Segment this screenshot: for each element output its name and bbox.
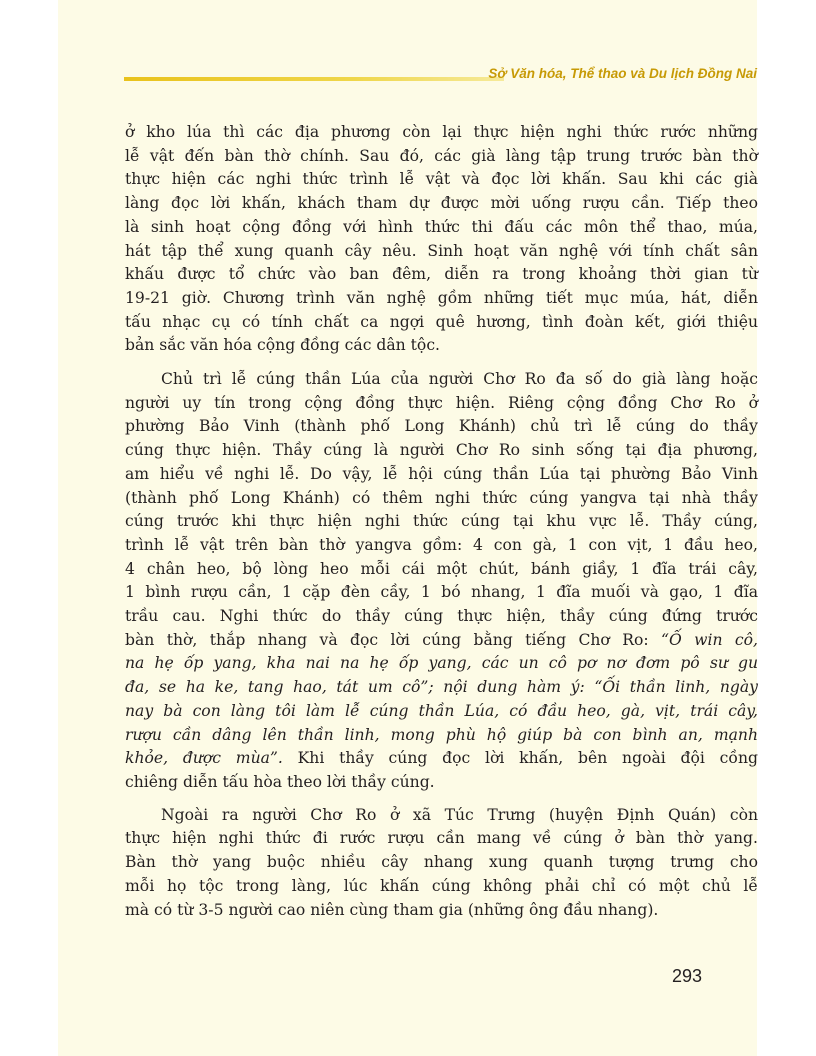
header-title: Sở Văn hóa, Thể thao và Du lịch Đồng Nai [488, 66, 757, 81]
text-line: người uy tín trong cộng đồng thực hiện. Riêng cộng đồng Chơ Ro ở [125, 393, 758, 412]
italic-quote: rượu cần dâng lên thần linh, mong phù hộ giúp bà con bình an, mạnh [125, 725, 758, 744]
text-line: hát tập thể xung quanh cây nêu. Sinh hoạt văn nghệ với tính chất sân [125, 241, 758, 260]
plain-text: bàn thờ, thắp nhang và đọc lời cúng bằng tiếng Chơ Ro: [125, 630, 661, 649]
italic-line [125, 652, 758, 676]
text-line: làng đọc lời khấn, khách tham dự được mời uống rượu cần. Tiếp theo [125, 194, 758, 213]
text-line: thực hiện các nghi thức trình lễ vật và đọc lời khấn. Sau khi các già [125, 170, 758, 189]
text-line: trình lễ vật trên bàn thờ yangva gồm: 4 con gà, 1 con vịt, 1 đầu heo, [125, 535, 758, 554]
text-line: chiêng diễn tấu hòa theo lời thầy cúng. [125, 772, 435, 791]
italic-line [125, 700, 758, 724]
text-line: mỗi họ tộc trong làng, lúc khấn cúng không phải chỉ có một chủ lễ [125, 876, 758, 895]
text-line: trầu cau. Nghi thức do thầy cúng thực hiện, thầy cúng đứng trước [125, 607, 758, 626]
text-line: bản sắc văn hóa cộng đồng các dân tộc. [125, 336, 441, 355]
italic-quote: na hẹ ốp yang, kha nai na hẹ ốp yang, các un cô pơ nơ đơm pô sư gu [125, 654, 758, 673]
italic-line [125, 724, 758, 748]
text-line: Chủ trì lễ cúng thần Lúa của người Chơ Ro đa số do già làng hoặc [161, 370, 758, 389]
paragraph-2 [125, 368, 758, 795]
text-line: Bàn thờ yang buộc nhiều cây nhang xung quanh tượng trưng cho [125, 853, 758, 872]
text-line: lễ vật đến bàn thờ chính. Sau đó, các già làng tập trung trước bàn thờ [125, 146, 758, 165]
text-line: là sinh hoạt cộng đồng với hình thức thi đấu các môn thể thao, múa, [125, 217, 758, 236]
header-rule [124, 77, 504, 81]
italic-line [125, 676, 758, 700]
body-text [125, 121, 758, 922]
text-line: khấu được tổ chức vào ban đêm, diễn ra trong khoảng thời gian từ [125, 265, 758, 284]
page-number: 293 [672, 966, 703, 986]
text-line: cúng trước khi thực hiện nghi thức cúng tại khu vực lễ. Thầy cúng, [125, 512, 758, 531]
text-line-mixed [125, 629, 758, 653]
text-line: 19-21 giờ. Chương trình văn nghệ gồm những tiết mục múa, hát, diễn [125, 288, 758, 307]
paragraph-1 [125, 121, 758, 358]
italic-quote: đa, se ha ke, tang hao, tát um cô”; nội dung hàm ý: “Ối thần linh, ngày [125, 678, 758, 697]
text-line: phường Bảo Vinh (thành phố Long Khánh) chủ trì lễ cúng do thầy [125, 417, 758, 436]
italic-quote: nay bà con làng tôi làm lễ cúng thần Lúa, có đầu heo, gà, vịt, trái cây, [125, 701, 758, 720]
text-line: am hiểu về nghi lễ. Do vậy, lễ hội cúng thần Lúa tại phường Bảo Vinh [125, 464, 758, 483]
page [58, 0, 757, 1056]
italic-quote: “Ố win cô, [660, 630, 758, 649]
text-line: ở kho lúa thì các địa phương còn lại thực hiện nghi thức rước những [125, 123, 758, 141]
plain-text: Khi thầy cúng đọc lời khấn, bên ngoài đội cồng [282, 749, 758, 768]
text-line: thực hiện nghi thức đi rước rượu cần mang về cúng ở bàn thờ yang. [125, 829, 758, 848]
text-line: Ngoài ra người Chơ Ro ở xã Túc Trưng (huyện Định Quán) còn [161, 805, 758, 824]
text-line: 4 chân heo, bộ lòng heo mỗi cái một chút, bánh giầy, 1 đĩa trái cây, [125, 559, 758, 578]
paragraph-3 [125, 804, 758, 923]
text-line: tấu nhạc cụ có tính chất ca ngợi quê hương, tình đoàn kết, giới thiệu [125, 312, 758, 331]
text-line: (thành phố Long Khánh) có thêm nghi thức cúng yangva tại nhà thầy [125, 488, 758, 507]
text-line: cúng thực hiện. Thầy cúng là người Chơ Ro sinh sống tại địa phương, [125, 441, 758, 460]
text-line: 1 bình rượu cần, 1 cặp đèn cầy, 1 bó nhang, 1 đĩa muối và gạo, 1 đĩa [125, 583, 758, 602]
running-header [124, 66, 759, 84]
text-line-mixed [125, 747, 758, 771]
text-line: mà có từ 3-5 người cao niên cùng tham gia (những ông đầu nhang). [125, 900, 659, 919]
italic-quote: khỏe, được mùa”. [125, 749, 283, 768]
